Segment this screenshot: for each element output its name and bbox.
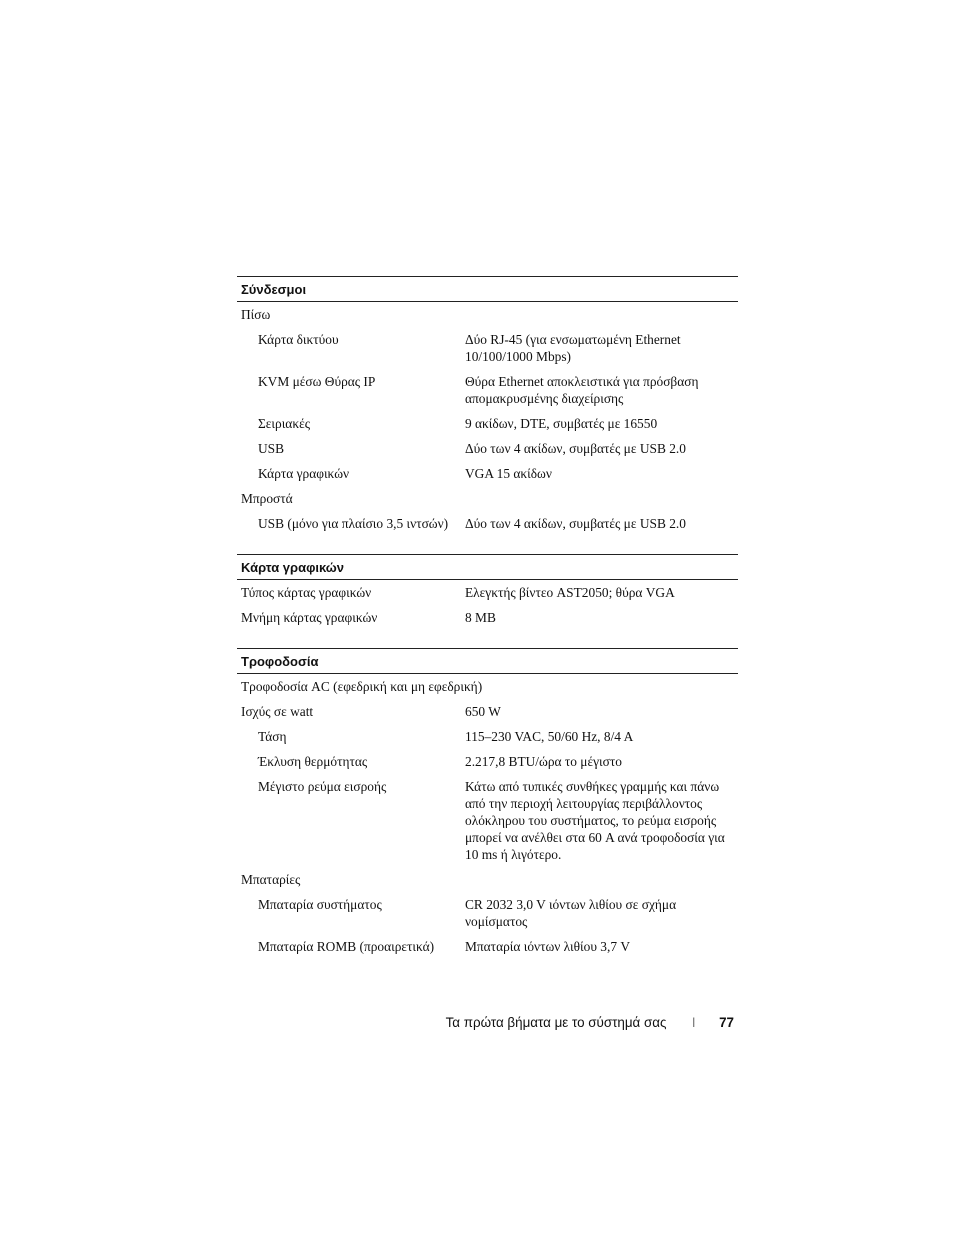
- spec-row: [237, 436, 738, 461]
- spec-value: CR 2032 3,0 V ιόντων λιθίου σε σχήμα νομίσματος: [465, 897, 677, 929]
- spec-value: 9 ακίδων, DTE, συμβατές με 16550: [465, 416, 658, 431]
- spec-row: [237, 369, 738, 411]
- spec-label: Κάρτα δικτύου: [258, 332, 339, 347]
- spec-row: [237, 511, 738, 536]
- spec-row: [237, 774, 738, 867]
- page-number: 77: [719, 1015, 734, 1030]
- video-section: [237, 554, 738, 630]
- spec-value: Μπαταρία ιόντων λιθίου 3,7 V: [465, 939, 631, 954]
- section-heading: Τροφοδοσία: [237, 648, 738, 674]
- spec-label: Σειριακές: [258, 416, 310, 431]
- spec-value: Ελεγκτής βίντεο AST2050; θύρα VGA: [465, 585, 675, 600]
- spec-value: 650 W: [465, 704, 501, 719]
- section-heading: Σύνδεσμοι: [237, 276, 738, 302]
- power-section: [237, 648, 738, 959]
- spec-row: [237, 724, 738, 749]
- spec-row: [237, 580, 738, 605]
- footer-title: Τα πρώτα βήματα με το σύστημά σας: [445, 1015, 667, 1030]
- spec-value: 2.217,8 BTU/ώρα το μέγιστο: [465, 754, 622, 769]
- spec-row: [237, 605, 738, 630]
- group-label-ac: Τροφοδοσία AC (εφεδρική και μη εφεδρική): [241, 679, 483, 694]
- spec-value: Δύο RJ-45 (για ενσωματωμένη Ethernet 10/100/1000 Mbps): [465, 332, 681, 364]
- spec-value: Δύο των 4 ακίδων, συμβατές με USB 2.0: [465, 441, 686, 456]
- connectors-section: [237, 276, 738, 536]
- spec-label: Μπαταρία συστήματος: [258, 897, 382, 912]
- section-heading: Κάρτα γραφικών: [237, 554, 738, 580]
- spec-value: 8 MB: [465, 610, 496, 625]
- spec-label: Μνήμη κάρτας γραφικών: [241, 610, 378, 625]
- spec-value: Κάτω από τυπικές συνθήκες γραμμής και πάνω από την περιοχή λειτουργίας περιβάλλοντος ολόκληρου του συστήματος, το ρεύμα εισροής μπορεί να ανέλθει στα 60 A ανά τροφοδοσία για 10 ms ή λιγότερο.: [465, 779, 725, 862]
- spec-value: VGA 15 ακίδων: [465, 466, 552, 481]
- spec-label: Κάρτα γραφικών: [258, 466, 350, 481]
- spec-value: 115–230 VAC, 50/60 Hz, 8/4 A: [465, 729, 634, 744]
- spec-row: [237, 934, 738, 959]
- spec-value: Θύρα Ethernet αποκλειστικά για πρόσβαση απομακρυσμένης διαχείρισης: [465, 374, 699, 406]
- spec-row: [237, 327, 738, 369]
- footer-separator: |: [692, 1017, 696, 1028]
- spec-label: KVM μέσω Θύρας IP: [258, 374, 376, 389]
- group-label-rear: Πίσω: [241, 307, 271, 322]
- spec-label: USB: [258, 441, 285, 456]
- spec-label: Έκλυση θερμότητας: [258, 754, 368, 769]
- spec-label: Ισχύς σε watt: [241, 704, 314, 719]
- spec-row: [237, 411, 738, 436]
- group-label-front: Μπροστά: [241, 491, 293, 506]
- spec-row: [237, 699, 738, 724]
- spec-label: Τάση: [258, 729, 287, 744]
- spec-label: Μέγιστο ρεύμα εισροής: [258, 779, 387, 794]
- spec-row: [237, 892, 738, 934]
- spec-label: USB (μόνο για πλαίσιο 3,5 ιντσών): [258, 516, 449, 531]
- spec-label: Τύπος κάρτας γραφικών: [241, 585, 372, 600]
- group-label-batteries: Μπαταρίες: [241, 872, 301, 887]
- page-footer: [0, 1015, 734, 1030]
- spec-label: Μπαταρία ROMB (προαιρετικά): [258, 939, 435, 954]
- spec-row: [237, 749, 738, 774]
- spec-row: [237, 461, 738, 486]
- spec-table: [237, 276, 738, 977]
- spec-value: Δύο των 4 ακίδων, συμβατές με USB 2.0: [465, 516, 686, 531]
